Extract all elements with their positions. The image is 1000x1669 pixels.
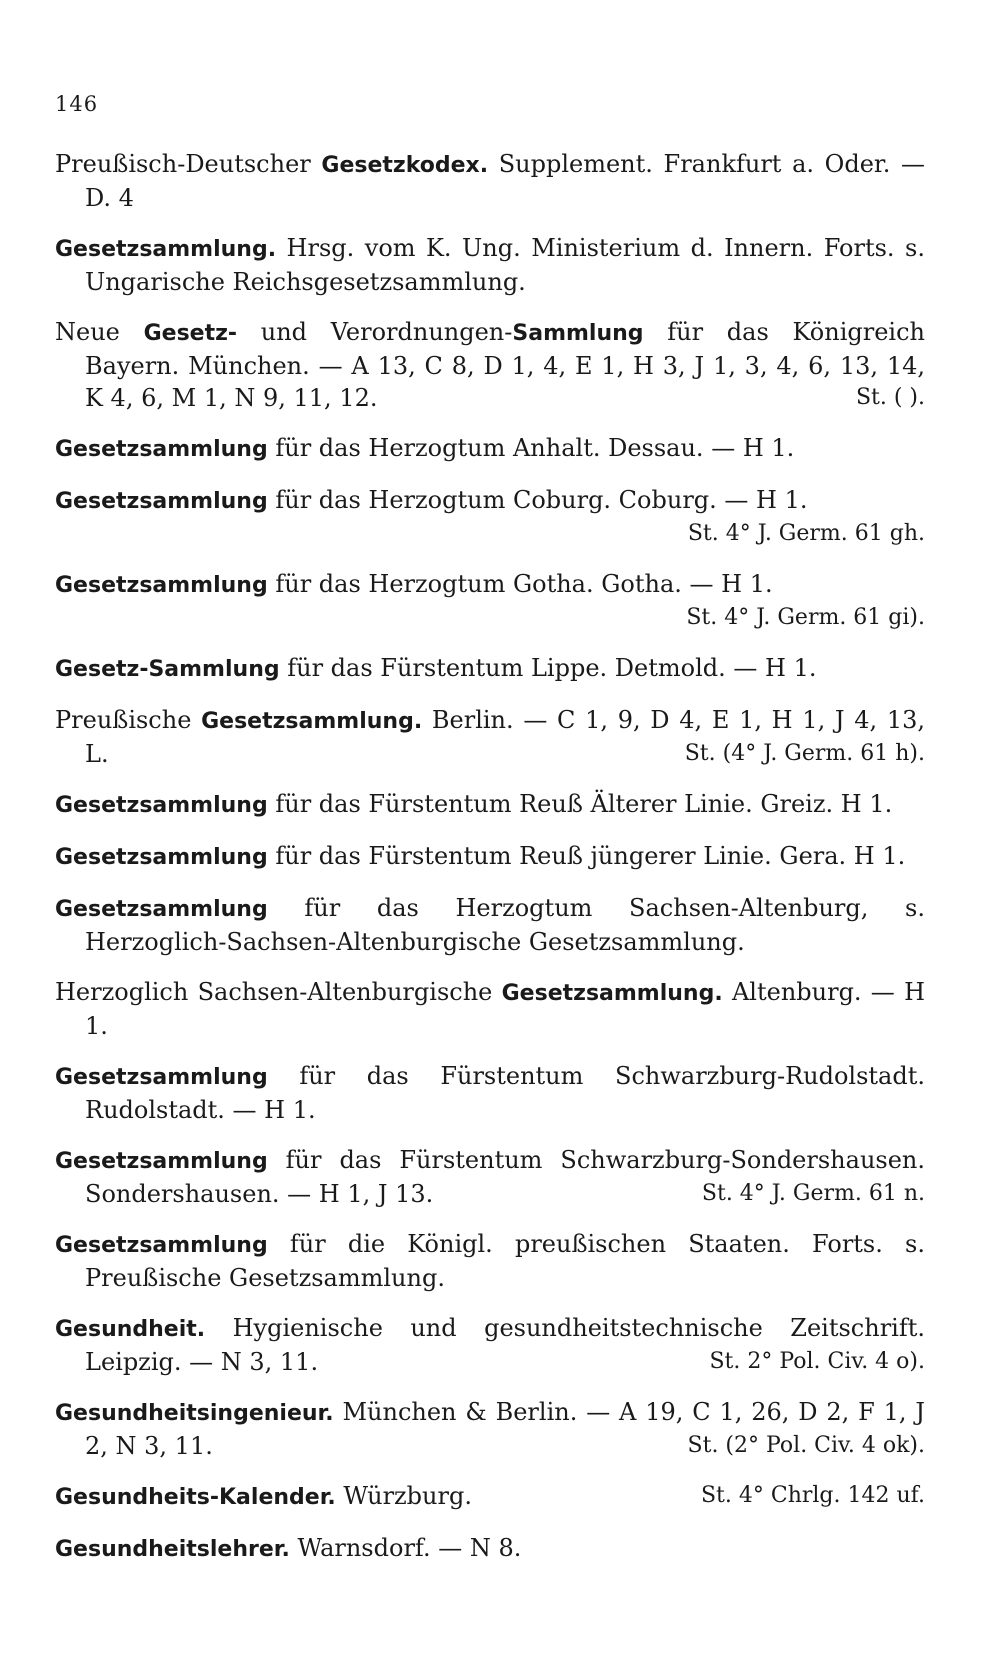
entry-keyword: Gesundheitslehrer. [55, 1537, 290, 1562]
entry-keyword: Gesetzsammlung. [201, 709, 423, 734]
list-item: Gesetzsammlung für das Herzogtum Anhalt. Dessau. — H 1. [55, 434, 795, 462]
entry-keyword: Gesetzsammlung [55, 897, 268, 922]
list-item: Gesetzsammlung. Hrsg. vom K. Ung. Ministerium d. Innern. Forts. s. Ungarische Reichsgesetzsammlung. [55, 234, 925, 296]
list-item: Preußische Gesetzsammlung. Berlin. — C 1, 9, D 4, E 1, H 1, J 4, 13, L. St. (4° J. Germ. 61 h). [55, 706, 925, 768]
list-item: Gesetzsammlung für das Herzogtum Gotha. Gotha. — H 1. St. 4° J. Germ. 61 gi). [55, 568, 925, 634]
shelf-mark: St. 4° J. Germ. 61 n. [701, 1181, 925, 1206]
shelf-mark: St. 4° J. Germ. 61 gi). [686, 605, 925, 630]
entry-keyword: Gesetzsammlung [55, 845, 268, 870]
entry-keyword: Gesetzsammlung. [501, 981, 723, 1006]
shelf-mark: St. 2° Pol. Civ. 4 o). [709, 1349, 925, 1374]
list-item: Gesetz-Sammlung für das Fürstentum Lippe. Detmold. — H 1. [55, 654, 817, 682]
entry-keyword: Gesetzsammlung [55, 1149, 268, 1174]
list-item: Herzoglich Sachsen-Altenburgische Gesetzsammlung. Altenburg. — H 1. [55, 978, 925, 1040]
entry-keyword: Gesetzsammlung [55, 1233, 268, 1258]
list-item: Gesetzsammlung für die Königl. preußischen Staaten. Forts. s. Preußische Gesetzsammlung. [55, 1230, 925, 1292]
list-item: Gesundheitslehrer. Warnsdorf. — N 8. [55, 1534, 522, 1562]
entry-keyword: Gesetzsammlung. [55, 237, 277, 262]
entry-keyword: Gesundheit. [55, 1317, 206, 1342]
list-item: Gesetzsammlung für das Fürstentum Reuß Älterer Linie. Greiz. H 1. [55, 790, 893, 818]
shelf-mark: St. ( ). [855, 385, 925, 410]
list-item: Preußisch-Deutscher Gesetzkodex. Supplement. Frankfurt a. Oder. — D. 4 [55, 150, 925, 212]
shelf-mark: St. (2° Pol. Civ. 4 ok). [687, 1433, 925, 1458]
list-item: Gesetzsammlung für das Fürstentum Schwarzburg-Rudolstadt. Rudolstadt. — H 1. [55, 1062, 925, 1124]
list-item: Gesundheit. Hygienische und gesundheitstechnische Zeitschrift. Leipzig. — N 3, 11. St. 2° Pol. Civ. 4 o). [55, 1314, 925, 1376]
list-item: Gesetzsammlung für das Herzogtum Coburg. Coburg. — H 1. St. 4° J. Germ. 61 gh. [55, 484, 925, 550]
list-item: Gesundheitsingenieur. München & Berlin. — A 19, C 1, 26, D 2, F 1, J 2, N 3, 11. St. (2° Pol. Civ. 4 ok). [55, 1398, 925, 1460]
page-number: 146 [55, 92, 99, 116]
entry-keyword: Gesetz- [143, 321, 238, 346]
entry-keyword: Gesetzsammlung [55, 573, 268, 598]
shelf-mark: St. 4° J. Germ. 61 gh. [687, 521, 925, 546]
entry-list [55, 148, 925, 1584]
entry-keyword: Gesetzsammlung [55, 793, 268, 818]
list-item: Neue Gesetz- und Verordnungen-Sammlung für das Königreich Bayern. München. — A 13, C 8, D 1, 4, E 1, H 3, J 1, 3, 4, 6, 13, 14, K 4, 6, M 1, N 9, 11, 12. St. ( ). [55, 318, 925, 412]
entry-keyword: Gesetzsammlung [55, 489, 268, 514]
entry-keyword: Gesetzsammlung [55, 437, 268, 462]
list-item: Gesetzsammlung für das Herzogtum Sachsen-Altenburg, s. Herzoglich-Sachsen-Altenburgische Gesetzsammlung. [55, 894, 925, 956]
entry-keyword: Sammlung [512, 321, 644, 346]
list-item: Gesetzsammlung für das Fürstentum Schwarzburg-Sondershausen. Sondershausen. — H 1, J 13. St. 4° J. Germ. 61 n. [55, 1146, 925, 1208]
list-item: Gesetzsammlung für das Fürstentum Reuß jüngerer Linie. Gera. H 1. [55, 842, 906, 870]
entry-keyword: Gesundheits-Kalender. [55, 1485, 336, 1510]
entry-keyword: Gesetzkodex. [321, 153, 489, 178]
entry-keyword: Gesundheitsingenieur. [55, 1401, 334, 1426]
shelf-mark: St. (4° J. Germ. 61 h). [684, 741, 925, 766]
entry-keyword: Gesetzsammlung [55, 1065, 268, 1090]
entry-keyword: Gesetz-Sammlung [55, 657, 280, 682]
list-item: Gesundheits-Kalender. Würzburg. St. 4° Chrlg. 142 uf. [55, 1482, 925, 1510]
shelf-mark: St. 4° Chrlg. 142 uf. [700, 1483, 925, 1508]
